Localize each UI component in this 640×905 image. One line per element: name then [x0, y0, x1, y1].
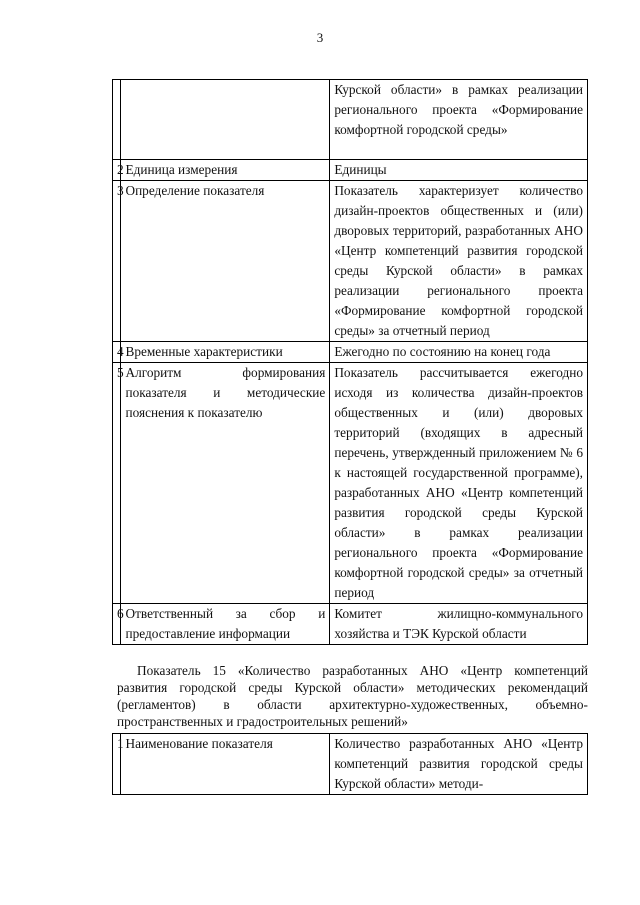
- row-name-cell: Алгоритм формирования показателя и методические пояснения к показателю: [121, 363, 330, 604]
- row-value-cell: Единицы: [330, 160, 588, 181]
- page-number: 3: [316, 30, 324, 45]
- row-value-cell: Показатель рассчитывается ежегодно исходя из количества дизайн-проектов общественных и (или) дворовых территорий (входящих в адресный перечень, утвержденный приложением № 6 к настоящей государственной программе), разработанных АНО «Центр компетенций развития городской среды Курской области» в рамках реализации регионального проекта «Формирование комфортной городской среды» за отчетный период: [330, 363, 588, 604]
- row-name-cell: Наименование показателя: [121, 734, 330, 795]
- table-row: [113, 604, 588, 645]
- row-number-cell: 4: [113, 342, 121, 363]
- table-row: [113, 342, 588, 363]
- indicator-15-heading: Показатель 15 «Количество разработанных АНО «Центр компетенций развития городской среды Курской области» методических рекомендаций (регламентов) в области архитектурно-художественных, объемно-пространственных и градостроительных решений»: [117, 663, 588, 729]
- row-name-cell: Единица измерения: [121, 160, 330, 181]
- row-value-cell: Комитет жилищно-коммунального хозяйства и ТЭК Курской области: [330, 604, 588, 645]
- row-number-cell: 1: [113, 734, 121, 795]
- indicator-15-passport-table: [112, 733, 588, 795]
- row-number-cell: 6: [113, 604, 121, 645]
- table-row: [113, 363, 588, 604]
- row-name-cell: Определение показателя: [121, 181, 330, 342]
- row-value-cell: Курской области» в рамках реализации регионального проекта «Формирование комфортной городской среды»: [330, 80, 588, 160]
- row-number-cell: [113, 80, 121, 160]
- row-number-cell: 5: [113, 363, 121, 604]
- row-value-cell: Показатель характеризует количество дизайн-проектов общественных и (или) дворовых территорий, разработанных АНО «Центр компетенций развития городской среды Курской области» в рамках реализации регионального проекта «Формирование комфортной городской среды» за отчетный период: [330, 181, 588, 342]
- indicator-14-passport-table: [112, 79, 588, 645]
- table-row: [113, 734, 588, 795]
- table-row: [113, 80, 588, 160]
- row-name-cell: [121, 80, 330, 160]
- row-name-cell: Ответственный за сбор и предоставление информации: [121, 604, 330, 645]
- row-value-cell: Ежегодно по состоянию на конец года: [330, 342, 588, 363]
- table-row: [113, 181, 588, 342]
- table-row: [113, 160, 588, 181]
- row-value-cell: Количество разработанных АНО «Центр компетенций развития городской среды Курской области» методи-: [330, 734, 588, 795]
- row-name-cell: Временные характеристики: [121, 342, 330, 363]
- row-number-cell: 3: [113, 181, 121, 342]
- row-number-cell: 2: [113, 160, 121, 181]
